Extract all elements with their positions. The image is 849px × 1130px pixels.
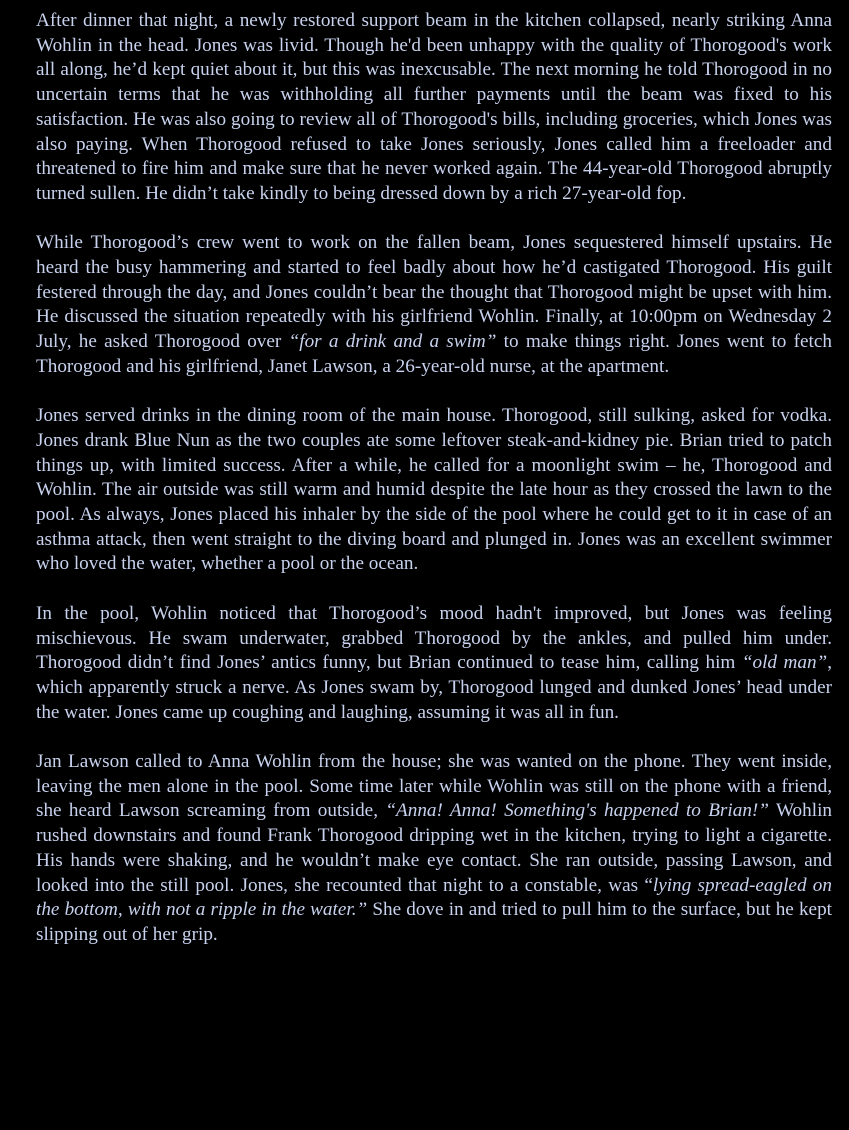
paragraph-drinks-and-swim (36, 404, 832, 577)
paragraph-text: to make things right. Jones went to fetch Thorogood and his girlfriend, Janet Lawson, a 26-year-old nurse, at the apartment. (36, 331, 832, 377)
paragraph-invitation (36, 231, 832, 379)
article-body (36, 9, 832, 948)
paragraph-quote: “old man” (741, 652, 828, 674)
paragraph-dinner-beam-collapse (36, 9, 832, 207)
paragraph-text: In the pool, Wohlin noticed that Thorogood’s mood hadn't improved, but Jones was feeling mischievous. He swam underwater, grabbed Thorogood by the ankles, and pulled him under. Thorogood didn’t find Jones’ antics funny, but Brian continued to tease him, calling him (36, 602, 832, 674)
paragraph-text: She dove in and tried to pull him to the surface, but he kept slipping out of her grip. (36, 899, 832, 945)
paragraph-text: , which apparently struck a nerve. As Jones swam by, Thorogood lunged and dunked Jones’ head under the water. Jones came up coughing and laughing, assuming it was all in fun. (36, 652, 833, 723)
paragraph-text: Jones served drinks in the dining room of the main house. Thorogood, still sulking, asked for vodka. Jones drank Blue Nun as the two couples ate some leftover steak-and-kidney pie. Brian tried to patch things up, with limited success. After a while, he called for a moonlight swim – he, Thorogood and Wohlin. The air outside was still warm and humid despite the late hour as they crossed the lawn to the pool. As always, Jones placed his inhaler by the side of the pool where he could get to it in case of an asthma attack, then went straight to the diving board and plunged in. Jones was an excellent swimmer who loved the water, whether a pool or the ocean. (36, 405, 832, 575)
paragraph-in-the-pool (36, 602, 832, 726)
paragraph-text: Jan Lawson called to Anna Wohlin from the house; she was wanted on the phone. They went inside, leaving the men alone in the pool. Some time later while Wohlin was still on the phone with a friend, she heard Lawson screaming from outside, (36, 751, 832, 822)
paragraph-text: While Thorogood’s crew went to work on the fallen beam, Jones sequestered himself upstairs. He heard the busy hammering and started to feel badly about how he’d castigated Thorogood. His guilt festered through the day, and Jones couldn’t bear the thought that Thorogood might be upset with him. He discussed the situation repeatedly with his girlfriend Wohlin. Finally, at 10:00pm on Wednesday 2 July, he asked Thorogood over (36, 232, 832, 353)
paragraph-quote: “Anna! Anna! Something's happened to Brian!” (385, 800, 769, 822)
paragraph-quote: lying spread-eagled on the bottom, with not a ripple in the water.” (36, 874, 832, 921)
paragraph-quote: “for a drink and a swim” (288, 331, 497, 353)
paragraph-text: After dinner that night, a newly restored support beam in the kitchen collapsed, nearly striking Anna Wohlin in the head. Jones was livid. Though he'd been unhappy with the quality of Thorogood's work all along, he’d kept quiet about it, but this was inexcusable. The next morning he told Thorogood in no uncertain terms that he was withholding all further payments until the beam was fixed to his satisfaction. He was also going to review all of Thorogood's bills, including groceries, which Jones was also paying. When Thorogood refused to take Jones seriously, Jones called him a freeloader and threatened to fire him and make sure that he never worked again. The 44-year-old Thorogood abruptly turned sullen. He didn’t take kindly to being dressed down by a rich 27-year-old fop. (36, 10, 832, 204)
paragraph-text: Wohlin rushed downstairs and found Frank Thorogood dripping wet in the kitchen, trying to light a cigarette. His hands were shaking, and he wouldn’t make eye contact. She ran outside, passing Lawson, and looked into the still pool. Jones, she recounted that night to a constable, was “ (36, 800, 832, 896)
paragraph-discovery (36, 750, 832, 948)
